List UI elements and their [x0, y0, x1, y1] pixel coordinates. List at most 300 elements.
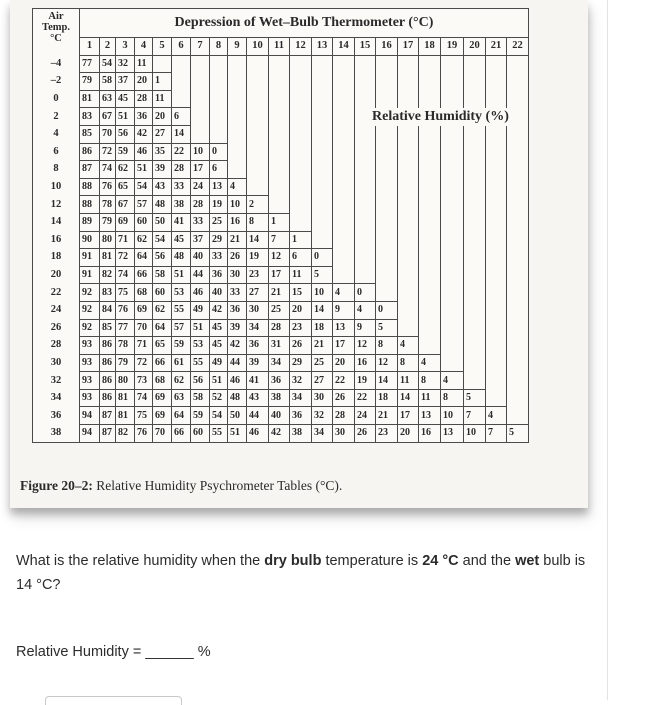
humidity-cell — [441, 266, 464, 284]
humidity-cell: 20 — [333, 354, 355, 372]
air-temp-cell: 2 — [33, 108, 80, 126]
humidity-cell: 60 — [191, 425, 210, 443]
humidity-cell — [312, 178, 333, 196]
humidity-cell: 85 — [80, 125, 100, 143]
table-row — [33, 407, 529, 425]
humidity-cell — [441, 90, 464, 108]
humidity-cell: 13 — [210, 178, 228, 196]
humidity-cell — [398, 284, 419, 302]
humidity-cell: 42 — [228, 337, 247, 355]
depression-header-cell: 12 — [290, 38, 312, 56]
humidity-cell: 14 — [376, 372, 398, 390]
humidity-cell — [312, 90, 333, 108]
humidity-cell: 44 — [247, 407, 269, 425]
humidity-cell — [269, 73, 290, 91]
humidity-cell — [441, 196, 464, 214]
question-part-4: bulb is 14 °C? — [16, 553, 586, 593]
depression-header-cell: 16 — [376, 38, 398, 56]
humidity-cell — [464, 178, 486, 196]
depression-header-cell: 8 — [210, 38, 228, 56]
humidity-cell: 36 — [247, 337, 269, 355]
humidity-cell — [312, 73, 333, 91]
humidity-cell: 23 — [290, 319, 312, 337]
depression-header-cell: 20 — [464, 38, 486, 56]
humidity-cell: 40 — [269, 407, 290, 425]
humidity-cell — [290, 178, 312, 196]
humidity-cell: 34 — [312, 425, 333, 443]
humidity-cell: 10 — [228, 196, 247, 214]
humidity-cell — [210, 108, 228, 126]
humidity-cell — [247, 125, 269, 143]
humidity-cell: 25 — [312, 354, 333, 372]
humidity-cell: 54 — [210, 407, 228, 425]
humidity-cell — [376, 231, 398, 249]
humidity-cell — [290, 55, 312, 73]
humidity-cell — [441, 354, 464, 372]
humidity-cell: 26 — [355, 425, 376, 443]
humidity-cell: 62 — [116, 161, 135, 179]
humidity-cell: 77 — [116, 319, 135, 337]
humidity-cell: 69 — [153, 389, 172, 407]
humidity-cell: 76 — [100, 178, 116, 196]
humidity-cell: 83 — [100, 284, 116, 302]
humidity-cell: 30 — [247, 301, 269, 319]
table-row — [33, 196, 529, 214]
humidity-cell — [398, 125, 419, 143]
humidity-cell: 94 — [80, 407, 100, 425]
humidity-cell: 86 — [100, 337, 116, 355]
humidity-cell — [486, 55, 507, 73]
depression-header-cell: 15 — [355, 38, 376, 56]
humidity-cell: 87 — [100, 407, 116, 425]
humidity-cell: 37 — [191, 231, 210, 249]
humidity-cell — [312, 161, 333, 179]
humidity-cell: 4 — [398, 337, 419, 355]
humidity-cell: 8 — [247, 213, 269, 231]
humidity-cell — [398, 213, 419, 231]
humidity-cell: 93 — [80, 389, 100, 407]
humidity-cell: 52 — [210, 389, 228, 407]
air-temp-cell: 32 — [33, 372, 80, 390]
humidity-cell — [507, 90, 529, 108]
humidity-cell: 30 — [333, 425, 355, 443]
humidity-cell — [333, 108, 355, 126]
humidity-cell — [398, 55, 419, 73]
humidity-cell — [486, 284, 507, 302]
humidity-cell — [333, 73, 355, 91]
humidity-cell: 34 — [290, 389, 312, 407]
humidity-cell: 14 — [247, 231, 269, 249]
humidity-cell: 43 — [247, 389, 269, 407]
humidity-cell — [507, 249, 529, 267]
humidity-cell: 4 — [333, 284, 355, 302]
air-temp-cell: –4 — [33, 55, 80, 73]
humidity-cell: 65 — [153, 337, 172, 355]
humidity-cell — [486, 73, 507, 91]
humidity-cell: 80 — [116, 372, 135, 390]
humidity-cell: 9 — [333, 301, 355, 319]
humidity-cell — [419, 249, 441, 267]
humidity-cell: 37 — [116, 73, 135, 91]
humidity-cell: 25 — [210, 213, 228, 231]
humidity-cell: 33 — [172, 178, 191, 196]
humidity-cell: 1 — [290, 231, 312, 249]
humidity-cell — [290, 213, 312, 231]
humidity-cell — [486, 301, 507, 319]
humidity-cell — [441, 319, 464, 337]
humidity-cell — [312, 213, 333, 231]
humidity-cell — [464, 354, 486, 372]
humidity-cell — [269, 143, 290, 161]
humidity-cell — [464, 266, 486, 284]
humidity-cell — [376, 73, 398, 91]
humidity-cell: 39 — [228, 319, 247, 337]
humidity-cell: 81 — [80, 90, 100, 108]
humidity-cell: 58 — [191, 389, 210, 407]
humidity-cell — [419, 301, 441, 319]
humidity-cell: 86 — [80, 143, 100, 161]
humidity-cell — [333, 143, 355, 161]
humidity-cell — [290, 73, 312, 91]
humidity-cell — [312, 55, 333, 73]
question-part-3: and the — [458, 553, 516, 569]
humidity-cell — [269, 161, 290, 179]
humidity-cell: 59 — [172, 337, 191, 355]
humidity-cell: 40 — [210, 284, 228, 302]
humidity-cell: 15 — [290, 284, 312, 302]
air-temp-cell: 12 — [33, 196, 80, 214]
humidity-cell — [312, 231, 333, 249]
table-row — [33, 249, 529, 267]
humidity-cell: 26 — [333, 389, 355, 407]
table-row — [33, 143, 529, 161]
humidity-cell: 0 — [312, 249, 333, 267]
humidity-cell — [247, 90, 269, 108]
table-row — [33, 284, 529, 302]
humidity-cell — [441, 231, 464, 249]
humidity-cell — [464, 90, 486, 108]
depression-header-cell: 4 — [135, 38, 153, 56]
humidity-cell — [355, 196, 376, 214]
humidity-cell — [464, 284, 486, 302]
humidity-cell: 0 — [210, 143, 228, 161]
humidity-cell: 51 — [191, 319, 210, 337]
humidity-cell: 11 — [419, 389, 441, 407]
humidity-cell — [507, 372, 529, 390]
humidity-cell: 71 — [116, 231, 135, 249]
air-temp-cell: 22 — [33, 284, 80, 302]
air-temp-header-line2: Temp. — [42, 22, 70, 33]
humidity-cell — [464, 125, 486, 143]
air-temp-cell: 28 — [33, 337, 80, 355]
depression-header-cell: 2 — [100, 38, 116, 56]
humidity-cell: 69 — [135, 301, 153, 319]
humidity-cell: 30 — [228, 266, 247, 284]
depression-header-cell: 7 — [191, 38, 210, 56]
humidity-cell: 54 — [153, 231, 172, 249]
humidity-cell: 74 — [135, 389, 153, 407]
humidity-cell: 82 — [116, 425, 135, 443]
humidity-cell — [398, 90, 419, 108]
humidity-cell — [507, 231, 529, 249]
humidity-cell: 94 — [80, 425, 100, 443]
humidity-cell — [269, 178, 290, 196]
humidity-cell — [312, 196, 333, 214]
humidity-cell: 86 — [100, 389, 116, 407]
humidity-cell — [333, 55, 355, 73]
humidity-cell: 18 — [376, 389, 398, 407]
humidity-cell: 41 — [247, 372, 269, 390]
humidity-cell — [191, 108, 210, 126]
humidity-cell — [486, 319, 507, 337]
humidity-cell: 76 — [116, 301, 135, 319]
humidity-cell: 85 — [100, 319, 116, 337]
humidity-cell — [507, 389, 529, 407]
humidity-cell: 12 — [355, 337, 376, 355]
humidity-cell — [419, 55, 441, 73]
humidity-cell: 74 — [100, 161, 116, 179]
humidity-cell: 92 — [80, 284, 100, 302]
humidity-cell: 86 — [100, 354, 116, 372]
humidity-cell: 56 — [153, 249, 172, 267]
humidity-cell — [312, 143, 333, 161]
humidity-cell: 11 — [290, 266, 312, 284]
humidity-cell — [355, 73, 376, 91]
humidity-cell: 46 — [247, 425, 269, 443]
humidity-cell: 83 — [80, 108, 100, 126]
humidity-cell: 35 — [153, 143, 172, 161]
humidity-cell: 80 — [100, 231, 116, 249]
humidity-cell — [419, 90, 441, 108]
humidity-cell: 56 — [191, 372, 210, 390]
humidity-cell: 59 — [116, 143, 135, 161]
humidity-cell — [441, 73, 464, 91]
humidity-cell — [290, 196, 312, 214]
humidity-cell — [172, 73, 191, 91]
humidity-cell — [228, 73, 247, 91]
humidity-cell: 51 — [210, 372, 228, 390]
humidity-cell: 33 — [191, 213, 210, 231]
humidity-cell — [333, 90, 355, 108]
humidity-cell — [507, 178, 529, 196]
humidity-cell — [419, 73, 441, 91]
humidity-cell: 4 — [355, 301, 376, 319]
humidity-cell: 22 — [333, 372, 355, 390]
depression-header-cell: 21 — [486, 38, 507, 56]
humidity-cell — [419, 319, 441, 337]
humidity-cell — [355, 231, 376, 249]
humidity-cell: 16 — [419, 425, 441, 443]
humidity-cell: 70 — [135, 319, 153, 337]
humidity-cell: 49 — [191, 301, 210, 319]
humidity-cell: 12 — [376, 354, 398, 372]
humidity-cell — [191, 55, 210, 73]
humidity-cell: 69 — [153, 407, 172, 425]
humidity-cell: 72 — [135, 354, 153, 372]
humidity-cell: 40 — [191, 249, 210, 267]
humidity-cell: 79 — [116, 354, 135, 372]
humidity-cell — [486, 90, 507, 108]
humidity-cell: 20 — [135, 73, 153, 91]
humidity-cell — [441, 284, 464, 302]
humidity-cell — [398, 196, 419, 214]
air-temp-cell: 18 — [33, 249, 80, 267]
humidity-cell: 71 — [135, 337, 153, 355]
humidity-cell — [376, 266, 398, 284]
humidity-cell: 30 — [312, 389, 333, 407]
humidity-cell: 58 — [153, 266, 172, 284]
figure-image — [10, 0, 588, 508]
humidity-cell: 60 — [153, 284, 172, 302]
humidity-cell: 63 — [100, 90, 116, 108]
humidity-cell: 42 — [135, 125, 153, 143]
depression-header-cell: 1 — [80, 38, 100, 56]
humidity-cell — [464, 143, 486, 161]
humidity-cell: 93 — [80, 337, 100, 355]
humidity-cell: 51 — [135, 161, 153, 179]
humidity-cell — [269, 55, 290, 73]
air-temp-cell: 36 — [33, 407, 80, 425]
humidity-cell — [441, 178, 464, 196]
depression-header-cell: 17 — [398, 38, 419, 56]
depression-header-cell: 18 — [419, 38, 441, 56]
humidity-cell: 90 — [80, 231, 100, 249]
humidity-cell: 20 — [398, 425, 419, 443]
humidity-cell — [441, 143, 464, 161]
humidity-cell — [464, 249, 486, 267]
humidity-cell: 60 — [135, 213, 153, 231]
humidity-cell: 5 — [376, 319, 398, 337]
answer-input[interactable] — [45, 696, 182, 705]
humidity-cell: 74 — [116, 266, 135, 284]
humidity-cell: 24 — [191, 178, 210, 196]
depression-header-row — [33, 38, 529, 56]
humidity-cell: 55 — [172, 301, 191, 319]
humidity-cell — [376, 125, 398, 143]
humidity-cell — [507, 55, 529, 73]
page-divider — [607, 0, 608, 700]
humidity-cell — [486, 161, 507, 179]
humidity-cell — [191, 73, 210, 91]
humidity-cell: 36 — [228, 301, 247, 319]
humidity-cell — [228, 125, 247, 143]
table-row — [33, 389, 529, 407]
air-temp-cell: 8 — [33, 161, 80, 179]
air-temp-cell: 24 — [33, 301, 80, 319]
humidity-cell: 78 — [100, 196, 116, 214]
humidity-cell — [333, 231, 355, 249]
humidity-cell: 56 — [116, 125, 135, 143]
air-temp-cell: –2 — [33, 73, 80, 91]
humidity-cell: 45 — [210, 319, 228, 337]
humidity-cell — [355, 178, 376, 196]
humidity-cell: 43 — [153, 178, 172, 196]
table-row — [33, 231, 529, 249]
air-temp-cell: 6 — [33, 143, 80, 161]
humidity-cell — [507, 125, 529, 143]
humidity-cell — [419, 266, 441, 284]
humidity-cell: 55 — [210, 425, 228, 443]
humidity-cell: 87 — [100, 425, 116, 443]
air-temp-cell: 14 — [33, 213, 80, 231]
humidity-cell: 42 — [210, 301, 228, 319]
humidity-cell: 66 — [153, 354, 172, 372]
humidity-cell — [398, 73, 419, 91]
humidity-cell — [333, 125, 355, 143]
humidity-cell: 82 — [100, 266, 116, 284]
humidity-cell: 19 — [355, 372, 376, 390]
humidity-cell — [376, 178, 398, 196]
humidity-cell — [376, 213, 398, 231]
humidity-cell: 62 — [153, 301, 172, 319]
figure-caption — [20, 478, 342, 494]
humidity-cell: 13 — [441, 425, 464, 443]
humidity-cell — [507, 337, 529, 355]
humidity-cell — [464, 196, 486, 214]
humidity-cell: 38 — [290, 425, 312, 443]
humidity-cell: 67 — [116, 196, 135, 214]
humidity-cell — [210, 73, 228, 91]
humidity-cell: 93 — [80, 354, 100, 372]
humidity-cell — [376, 284, 398, 302]
humidity-cell: 48 — [228, 389, 247, 407]
humidity-cell — [464, 372, 486, 390]
humidity-cell: 41 — [172, 213, 191, 231]
depression-header-cell: 14 — [333, 38, 355, 56]
humidity-cell: 36 — [210, 266, 228, 284]
humidity-cell: 14 — [312, 301, 333, 319]
humidity-cell — [398, 319, 419, 337]
humidity-cell: 16 — [355, 354, 376, 372]
humidity-cell: 19 — [210, 196, 228, 214]
humidity-cell: 0 — [355, 284, 376, 302]
humidity-cell — [228, 143, 247, 161]
humidity-cell — [290, 161, 312, 179]
humidity-cell: 29 — [290, 354, 312, 372]
humidity-cell: 87 — [80, 161, 100, 179]
humidity-cell: 59 — [191, 407, 210, 425]
question-text — [16, 549, 586, 597]
humidity-cell — [441, 213, 464, 231]
humidity-cell: 11 — [398, 372, 419, 390]
humidity-cell: 45 — [172, 231, 191, 249]
humidity-cell — [355, 249, 376, 267]
humidity-cell — [355, 266, 376, 284]
humidity-cell — [419, 125, 441, 143]
humidity-cell: 65 — [116, 178, 135, 196]
humidity-cell: 53 — [191, 337, 210, 355]
humidity-cell — [507, 407, 529, 425]
humidity-cell — [507, 266, 529, 284]
air-temp-cell: 38 — [33, 425, 80, 443]
humidity-cell: 62 — [172, 372, 191, 390]
humidity-cell: 79 — [80, 73, 100, 91]
humidity-cell: 21 — [376, 407, 398, 425]
humidity-cell — [269, 108, 290, 126]
humidity-cell — [228, 90, 247, 108]
humidity-cell: 49 — [210, 354, 228, 372]
humidity-cell — [419, 178, 441, 196]
humidity-cell: 4 — [228, 178, 247, 196]
humidity-cell: 32 — [312, 407, 333, 425]
humidity-cell — [398, 266, 419, 284]
humidity-cell — [247, 143, 269, 161]
humidity-cell: 27 — [153, 125, 172, 143]
humidity-cell: 68 — [153, 372, 172, 390]
humidity-cell: 6 — [210, 161, 228, 179]
air-temp-cell: 34 — [33, 389, 80, 407]
table-row — [33, 125, 529, 143]
